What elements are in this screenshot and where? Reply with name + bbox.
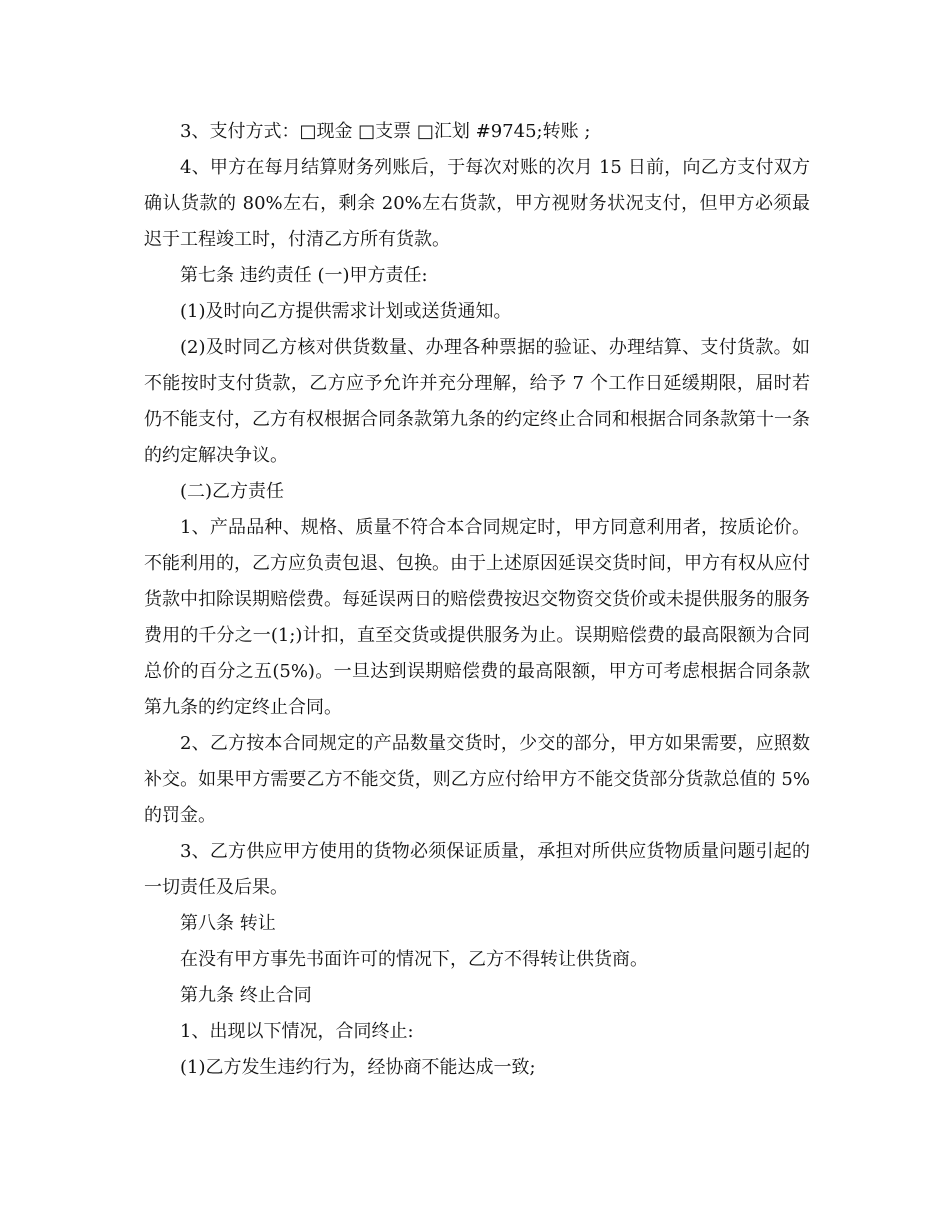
paragraph-party-b-duty-2: 2、乙方按本合同规定的产品数量交货时，少交的部分，甲方如果需要，应照数补交。如果甲方需要乙方不能交货，则乙方应付给甲方不能交货部分货款总值的 5%的罚金。 bbox=[144, 733, 810, 826]
paragraph-party-a-duty-1: (1)及时向乙方提供需求计划或送货通知。 bbox=[180, 301, 512, 322]
heading-article-9: 第九条 终止合同 bbox=[180, 985, 312, 1006]
heading-party-b-responsibility: (二)乙方责任 bbox=[180, 481, 285, 502]
paragraph-party-b-duty-3: 3、乙方供应甲方使用的货物必须保证质量，承担对所供应货物质量问题引起的一切责任及后果。 bbox=[144, 841, 810, 898]
paragraph-party-b-duty-1: 1、产品品种、规格、质量不符合本合同规定时，甲方同意利用者，按质论价。不能利用的，乙方应负责包退、包换。由于上述原因延误交货时间，甲方有权从应付货款中扣除误期赔偿费。每延误两日的赔偿费按迟交物资交货价或未提供服务的服务费用的千分之一(1;)计扣，直至交货或提供服务为止。误期赔偿费的最高限额为合同总价的百分之五(5%)。一旦达到误期赔偿费的最高限额，甲方可考虑根据合同条款第九条的约定终止合同。 bbox=[144, 517, 810, 718]
paragraph-party-a-duty-2: (2)及时同乙方核对供货数量、办理各种票据的验证、办理结算、支付货款。如不能按时支付货款，乙方应予允许并充分理解，给予 7 个工作日延缓期限，届时若仍不能支付，乙方有权根据合同条款第九条的约定终止合同和根据合同条款第十一条的约定解决争议。 bbox=[144, 337, 810, 466]
heading-article-8: 第八条 转让 bbox=[180, 913, 276, 934]
paragraph-termination-conditions: 1、出现以下情况，合同终止: bbox=[180, 1021, 414, 1042]
paragraph-termination-item-1: (1)乙方发生违约行为，经协商不能达成一致; bbox=[180, 1057, 536, 1078]
paragraph-payment-method: 3、支付方式：□现金 □支票 □汇划 #9745;转账 ; bbox=[180, 121, 591, 142]
paragraph-transfer: 在没有甲方事先书面许可的情况下，乙方不得转让供货商。 bbox=[180, 949, 648, 970]
document-body bbox=[144, 114, 810, 1086]
paragraph-payment-terms: 4、甲方在每月结算财务列账后，于每次对账的次月 15 日前，向乙方支付双方确认货款的 80%左右，剩余 20%左右货款，甲方视财务状况支付，但甲方必须最迟于工程竣工时，付清乙方所有货款。 bbox=[144, 157, 810, 250]
heading-article-7: 第七条 违约责任 (一)甲方责任: bbox=[180, 265, 428, 286]
